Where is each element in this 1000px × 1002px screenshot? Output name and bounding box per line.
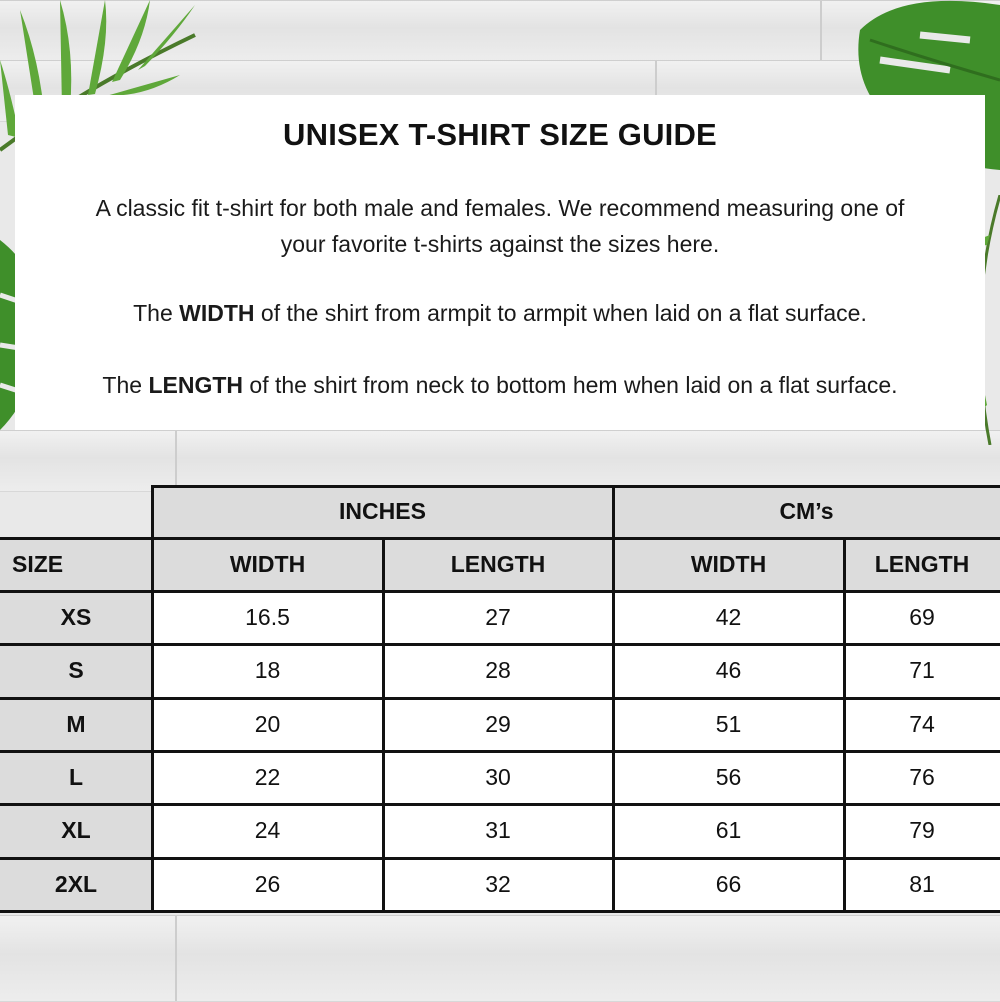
measurement-cell: 56 [613, 751, 844, 804]
length-description [15, 367, 985, 403]
length-prefix: The [102, 372, 149, 398]
size-label-cell: 2XL [0, 858, 152, 911]
table-gridline [612, 485, 615, 911]
measurement-cell: 20 [152, 698, 383, 751]
group-header-cms: CM’s [613, 485, 1000, 538]
table-gridline [0, 643, 1000, 646]
measurement-cell: 69 [844, 591, 1000, 644]
measurement-cell: 22 [152, 751, 383, 804]
table-gridline [0, 910, 1000, 913]
table-gridline [0, 590, 1000, 593]
measurement-cell: 42 [613, 591, 844, 644]
measurement-cell: 16.5 [152, 591, 383, 644]
width-description [15, 295, 985, 331]
size-guide-panel [15, 95, 985, 430]
size-label-cell: XS [0, 591, 152, 644]
measurement-cell: 61 [613, 804, 844, 857]
length-rest: of the shirt from neck to bottom hem when laid on a flat surface. [243, 372, 898, 398]
width-term: WIDTH [179, 300, 255, 326]
measurement-cell: 71 [844, 644, 1000, 697]
table-gridline [0, 697, 1000, 700]
size-label-cell: M [0, 698, 152, 751]
intro-text [15, 190, 985, 262]
table-gridline [843, 538, 846, 911]
column-header: LENGTH [383, 538, 613, 591]
measurement-cell: 79 [844, 804, 1000, 857]
width-rest: of the shirt from armpit to armpit when laid on a flat surface. [254, 300, 867, 326]
table-gridline [0, 750, 1000, 753]
column-header: WIDTH [152, 538, 383, 591]
group-header-inches: INCHES [152, 485, 613, 538]
size-label-cell: XL [0, 804, 152, 857]
column-header: WIDTH [613, 538, 844, 591]
width-prefix: The [133, 300, 180, 326]
measurement-cell: 30 [383, 751, 613, 804]
table-gridline [382, 538, 385, 911]
table-gridline [0, 803, 1000, 806]
column-header: LENGTH [844, 538, 1000, 591]
measurement-cell: 24 [152, 804, 383, 857]
measurement-cell: 51 [613, 698, 844, 751]
measurement-cell: 76 [844, 751, 1000, 804]
measurement-cell: 66 [613, 858, 844, 911]
table-gridline [151, 485, 154, 911]
measurement-cell: 27 [383, 591, 613, 644]
measurement-cell: 74 [844, 698, 1000, 751]
intro-line-1: A classic fit t-shirt for both male and females. We recommend measuring one of [95, 195, 905, 221]
size-label-cell: S [0, 644, 152, 697]
measurement-cell: 31 [383, 804, 613, 857]
measurement-cell: 46 [613, 644, 844, 697]
measurement-cell: 18 [152, 644, 383, 697]
table-gridline [0, 857, 1000, 860]
measurement-cell: 32 [383, 858, 613, 911]
length-term: LENGTH [148, 372, 244, 398]
table-border-top [152, 485, 1000, 488]
measurement-cell: 28 [383, 644, 613, 697]
intro-line-2: your favorite t-shirts against the sizes here. [280, 231, 720, 257]
column-header: SIZE [0, 538, 152, 591]
table-gridline [0, 537, 1000, 540]
measurement-cell: 29 [383, 698, 613, 751]
measurement-cell: 81 [844, 858, 1000, 911]
page-title: UNISEX T-SHIRT SIZE GUIDE [283, 117, 717, 152]
measurement-cell: 26 [152, 858, 383, 911]
size-label-cell: L [0, 751, 152, 804]
